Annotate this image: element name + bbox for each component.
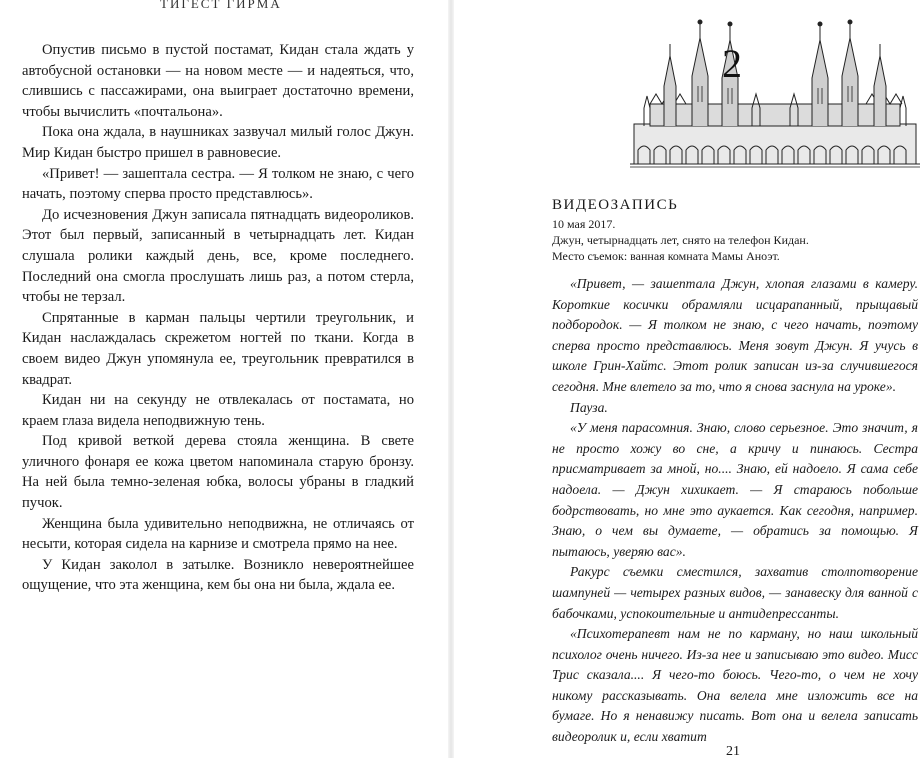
book-gutter — [448, 0, 454, 758]
cathedral-illustration — [630, 16, 920, 176]
paragraph: Ракурс съемки сместился, захватив столпотворение шампуней — четырех разных видов, — занавеску для ванной с бабочками, успокоительные и антидепрессанты. — [552, 564, 918, 621]
chapter-number: 2 — [722, 41, 742, 86]
video-caption: Джун, четырнадцать лет, снято на телефон Кидан. — [552, 233, 809, 247]
video-date: 10 мая 2017. — [552, 217, 616, 231]
left-page — [0, 0, 440, 758]
paragraph: У Кидан заколол в затылке. Возникло невероятнейшее ощущение, что эта женщина, кем бы она ни была, ждала ее. — [22, 556, 414, 594]
paragraph: Опустив письмо в пустой постамат, Кидан стала ждать у автобусной остановки — на новом месте — и надеяться, что, слившись с пассажирами, она выиграет достаточно времени, чтобы вычислить «почтальона». — [22, 42, 414, 120]
section-title: ВИДЕОЗАПИСЬ — [552, 197, 679, 213]
paragraph: Спрятанные в карман пальцы чертили треугольник, и Кидан наслаждалась скрежетом ногтей по ткани. Когда в своем видео Джун упомянула ее, треугольник превратился в квадрат. — [22, 309, 414, 388]
video-metadata — [552, 216, 809, 264]
right-body-text — [552, 274, 918, 748]
running-head: ТИГЕСТ ГИРМА — [160, 0, 282, 11]
paragraph: «У меня парасомния. Знаю, слово серьезное. Это значит, я не просто хожу во сне, а кричу и пинаюсь. Сестра присматривает за мной, но.... Знаю, ей надоело. Я сама себе надоела. — Джун хихикает. — Я стараюсь побольше бодрствовать, но мне это аукается. Как сегодня, например. Знаю, о чем вы думаете, — обратись за помощью. Я пытаюсь, уверяю вас». — [552, 420, 918, 559]
paragraph: «Привет, — зашептала Джун, хлопая глазами в камеру. Короткие косички обрамляли исцарапанный, прыщавый подбородок. — Я толком не знаю, с чего начать, поэтому сперва просто представлюсь. Меня зовут Джун. Я учусь в школе Грин-Хайтс. Этот ролик записан из-за случившегося сегодня. Мне влетело за то, что я снова заснула на уроке». — [552, 276, 918, 394]
page-number: 21 — [726, 744, 740, 759]
paragraph: До исчезновения Джун записала пятнадцать видеороликов. Этот был первый, записанный в четырнадцать лет. Кидан слушала ролики каждый день, все, кроме последнего. Последний она смогла прослушать лишь раз, а потом стерла, чтобы не терзал. — [22, 206, 414, 306]
paragraph: «Привет! — зашептала сестра. — Я толком не знаю, с чего начать, поэтому сперва просто представлюсь». — [22, 165, 414, 203]
paragraph: Кидан ни на секунду не отвлекалась от постамата, но краем глаза видела неподвижную тень. — [22, 392, 414, 429]
left-body-text — [22, 40, 414, 596]
paragraph: «Психотерапевт нам не по карману, но наш школьный психолог очень ничего. Из-за нее и записываю это видео. Мисс Трис сказала.... Я чего-то боюсь. Чего-то, о чем не хочу никому рассказывать. Она велела мне изложить все на бумаге. Но я ненавижу писать. Вот она и велела записать видеоролик и, если хватит — [552, 626, 918, 745]
video-location: Место съемок: ванная комната Мамы Аноэт. — [552, 249, 780, 263]
paragraph: Женщина была удивительно неподвижна, не отличаясь от несыти, которая сидела на карнизе и смотрела прямо на нее. — [22, 515, 414, 553]
right-page — [460, 0, 922, 758]
paragraph: Под кривой веткой дерева стояла женщина. В свете уличного фонаря ее кожа цветом напоминала старую бронзу. На ней была темно-зеленая юбка, волосы убраны в гладкий пучок. — [22, 433, 414, 512]
paragraph: Пауза. — [570, 399, 608, 415]
paragraph: Пока она ждала, в наушниках зазвучал милый голос Джун. Мир Кидан быстро пришел в равновесие. — [22, 124, 414, 161]
